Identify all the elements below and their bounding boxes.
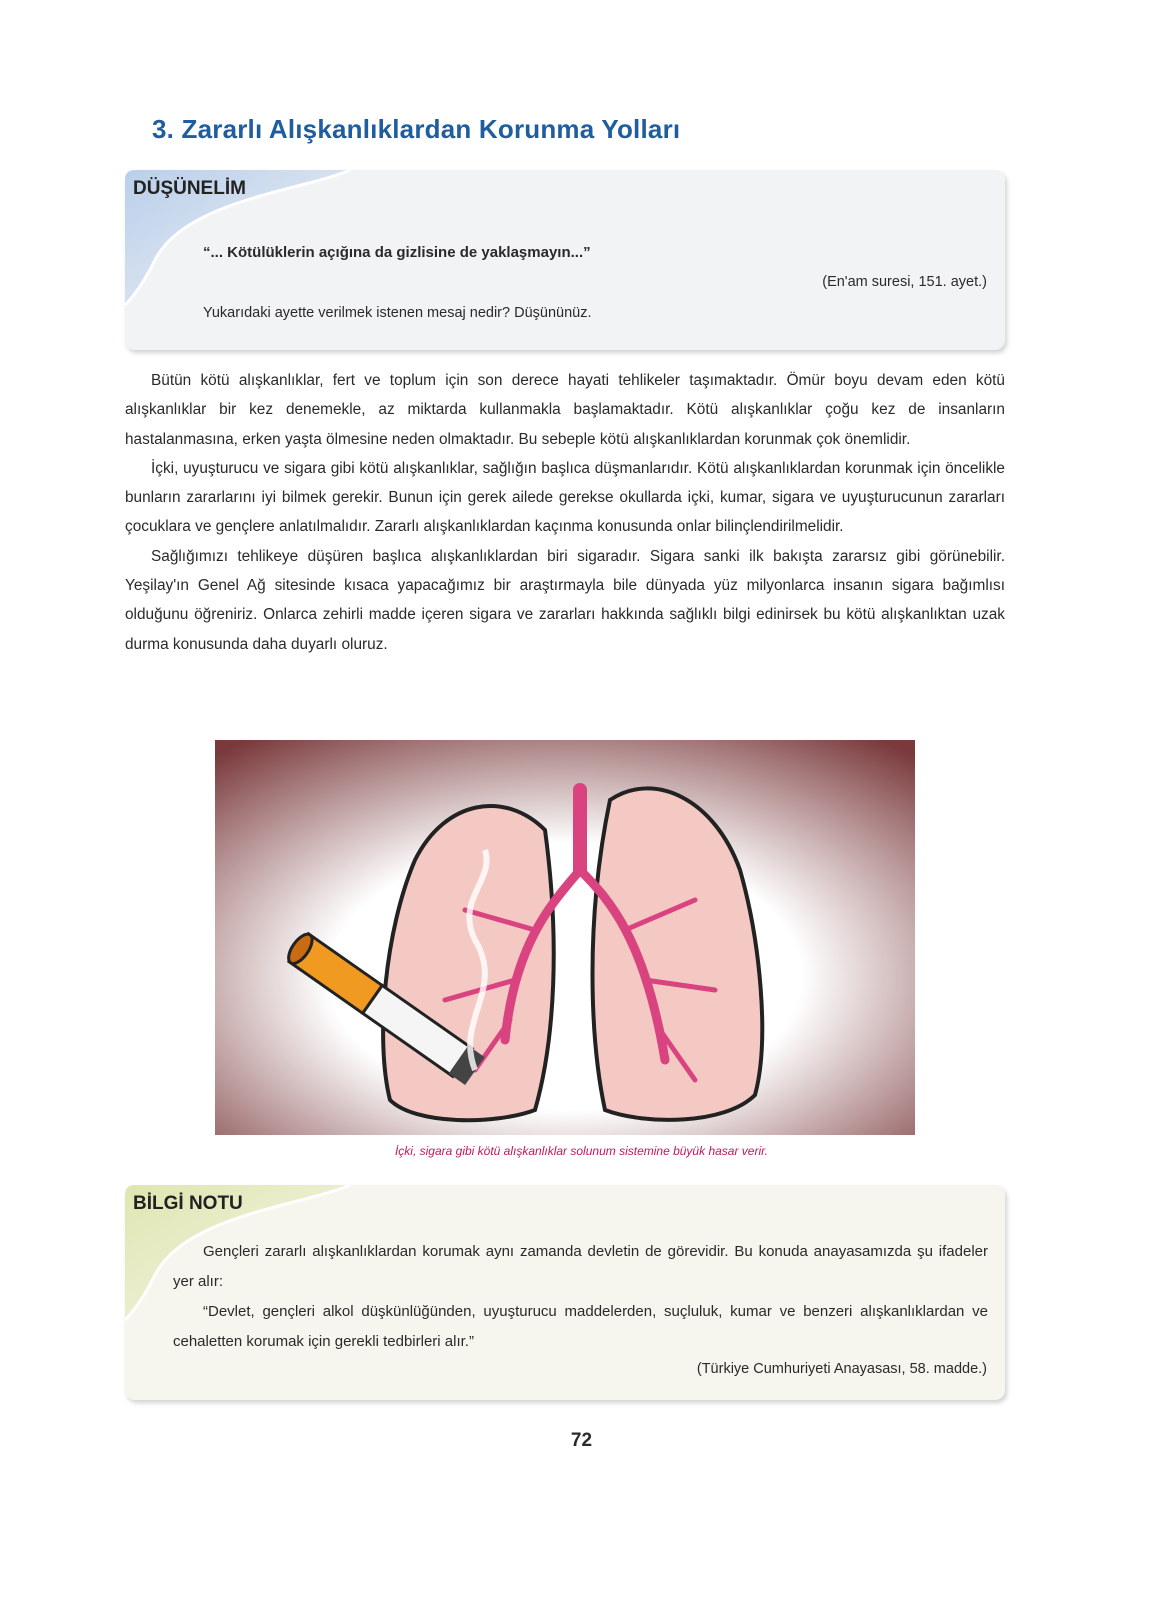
paragraph: İçki, uyuşturucu ve sigara gibi kötü alışkanlıklar, sağlığın başlıca düşmanlarıdır. Kötü alışkanlıklardan korunmak için öncelikle bunların zararlarını iyi bilmek gerekir. Bunun için gerek ailede gerekse okullarda içki, kumar, sigara ve uyuşturucunun zararları çocuklara ve gençlere anlatılmalıdır. Zararlı alışkanlıklardan kaçınma konusunda onlar bilinçlendirilmelidir. (125, 459, 1005, 536)
dusunelim-box (125, 170, 1005, 350)
ayet-quote: “... Kötülüklerin açığına da gizlisine de yaklaşmayın...” (203, 244, 591, 261)
paragraph: Sağlığımızı tehlikeye düşüren başlıca alışkanlıklardan biri sigaradır. Sigara sanki ilk bakışta zararsız gibi görünebilir. Yeşilay'ın Genel Ağ sitesinde kısaca yapacağımız bir araştırmayla bile dünyada yüz milyonlarca insanın sigara bağımlısı olduğunu öğreniriz. Onlarca zehirli madde içeren sigara ve zararları hakkında sağlıklı bilgi edinirsek bu kötü alışkanlıktan uzak durma konusunda daha duyarlı oluruz. (125, 547, 1005, 653)
ayet-source: (En'am suresi, 151. ayet.) (822, 274, 987, 290)
bilgi-notu-box (125, 1185, 1005, 1400)
bilgi-notu-text (173, 1237, 988, 1357)
dusunelim-question: Yukarıdaki ayette verilmek istenen mesaj nedir? Düşününüz. (203, 305, 592, 321)
body-text (125, 366, 1005, 659)
paragraph: Bütün kötü alışkanlıklar, fert ve toplum için son derece hayati tehlikeler taşımaktadır. Ömür boyu devam eden kötü alışkanlıklar bir kez denemekle, az miktarda kullanmakla başlamaktadır. Kötü alışkanlıklar çoğu kez de insanların hastalanmasına, erken yaşta ölmesine neden olmaktadır. Bu sebeple kötü alışkanlıklardan korunmak çok önemlidir. (125, 372, 1005, 448)
constitution-source: (Türkiye Cumhuriyeti Anayasası, 58. madde.) (696, 1361, 987, 1377)
figure-caption: İçki, sigara gibi kötü alışkanlıklar solunum sistemine büyük hasar verir. (394, 1144, 769, 1158)
bilgi-notu-label: BİLGİ NOTU (133, 1193, 243, 1214)
section-title: 3. Zararlı Alışkanlıklardan Korunma Yolları (152, 114, 681, 144)
page-number: 72 (570, 1430, 593, 1451)
paragraph: Gençleri zararlı alışkanlıklardan korumak aynı zamanda devletin de görevidir. Bu konuda anayasamızda şu ifadeler yer alır: (173, 1243, 988, 1290)
constitution-quote: “Devlet, gençleri alkol düşkünlüğünden, uyuşturucu maddelerden, suçluluk, kumar ve benzeri alışkanlıklardan ve cehaletten korumak için gerekli tedbirleri alır.” (173, 1303, 988, 1350)
dusunelim-label: DÜŞÜNELİM (133, 178, 246, 199)
lungs-cigarette-illustration (215, 740, 915, 1135)
